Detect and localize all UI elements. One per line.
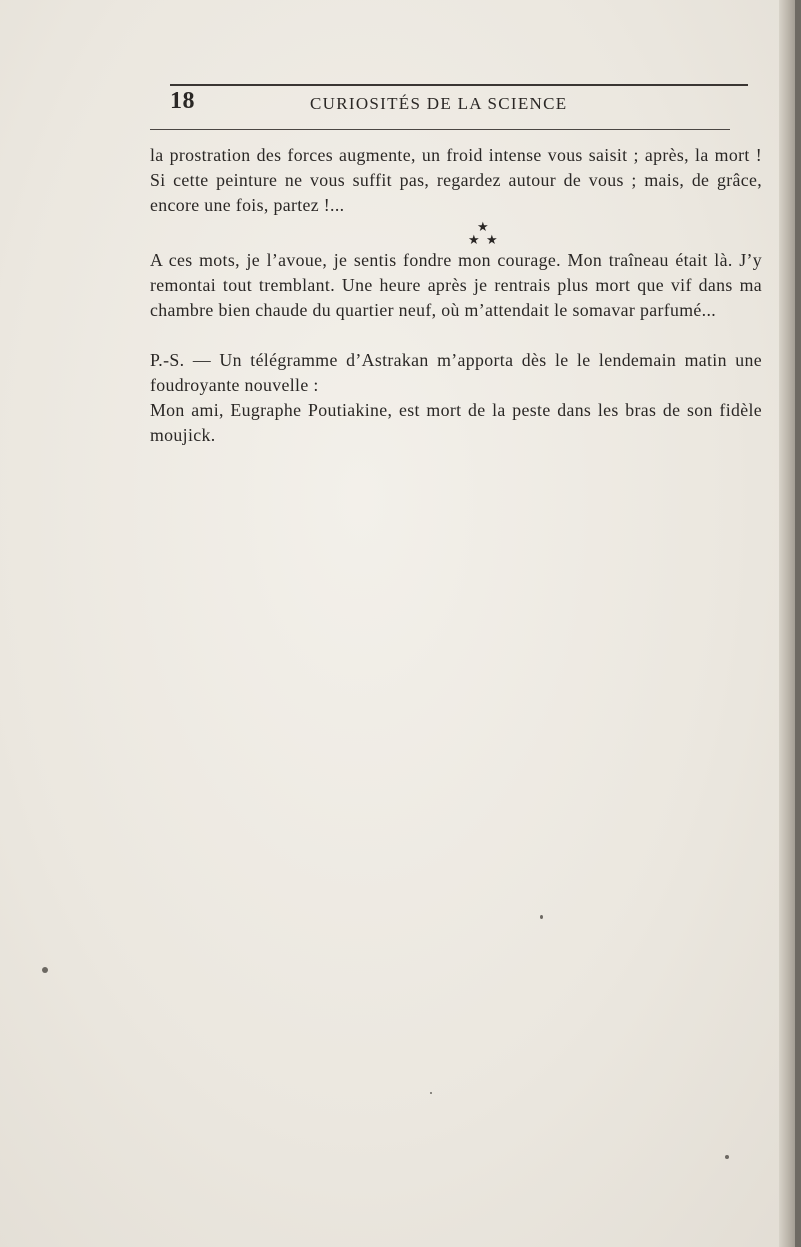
header-bottom-rule (150, 129, 730, 130)
separator-star-icon: ★ (486, 232, 499, 247)
separator-star-icon: ★ (477, 219, 490, 234)
header-top-rule (170, 84, 748, 86)
page-number: 18 (170, 88, 195, 114)
paper-speck (42, 967, 48, 973)
main-text (150, 143, 762, 448)
running-title: CURIOSITÉS DE LA SCIENCE (310, 94, 568, 113)
paper-speck (540, 915, 543, 919)
paragraph-1: la prostration des forces augmente, un froid intense vous saisit ; après, la mort ! Si cette peinture ne vous suffit pas, regardez autour de vous ; mais, de grâce, encore une fois, partez !... (150, 145, 762, 215)
separator-star-icon: ★ (468, 232, 481, 247)
paragraph-gap (150, 323, 762, 348)
section-separator (150, 218, 762, 248)
page-edge-dark (795, 0, 801, 1247)
paragraph-2: A ces mots, je l’avoue, je sentis fondre mon courage. Mon traîneau était là. J’y remontai tout tremblant. Une heure après je rentrais plus mort que vif dans ma chambre bien chaude du quartier neuf, où m’attendait le somavar parfumé... (150, 250, 762, 320)
paragraph-3: P.-S. — Un télégramme d’Astrakan m’apporta dès le le lendemain matin une foudroyante nouvelle : (150, 350, 762, 395)
paper-speck (725, 1155, 729, 1159)
paragraph-4: Mon ami, Eugraphe Poutiakine, est mort de la peste dans les bras de son fidèle moujick. (150, 400, 762, 445)
paper-speck (430, 1092, 432, 1094)
